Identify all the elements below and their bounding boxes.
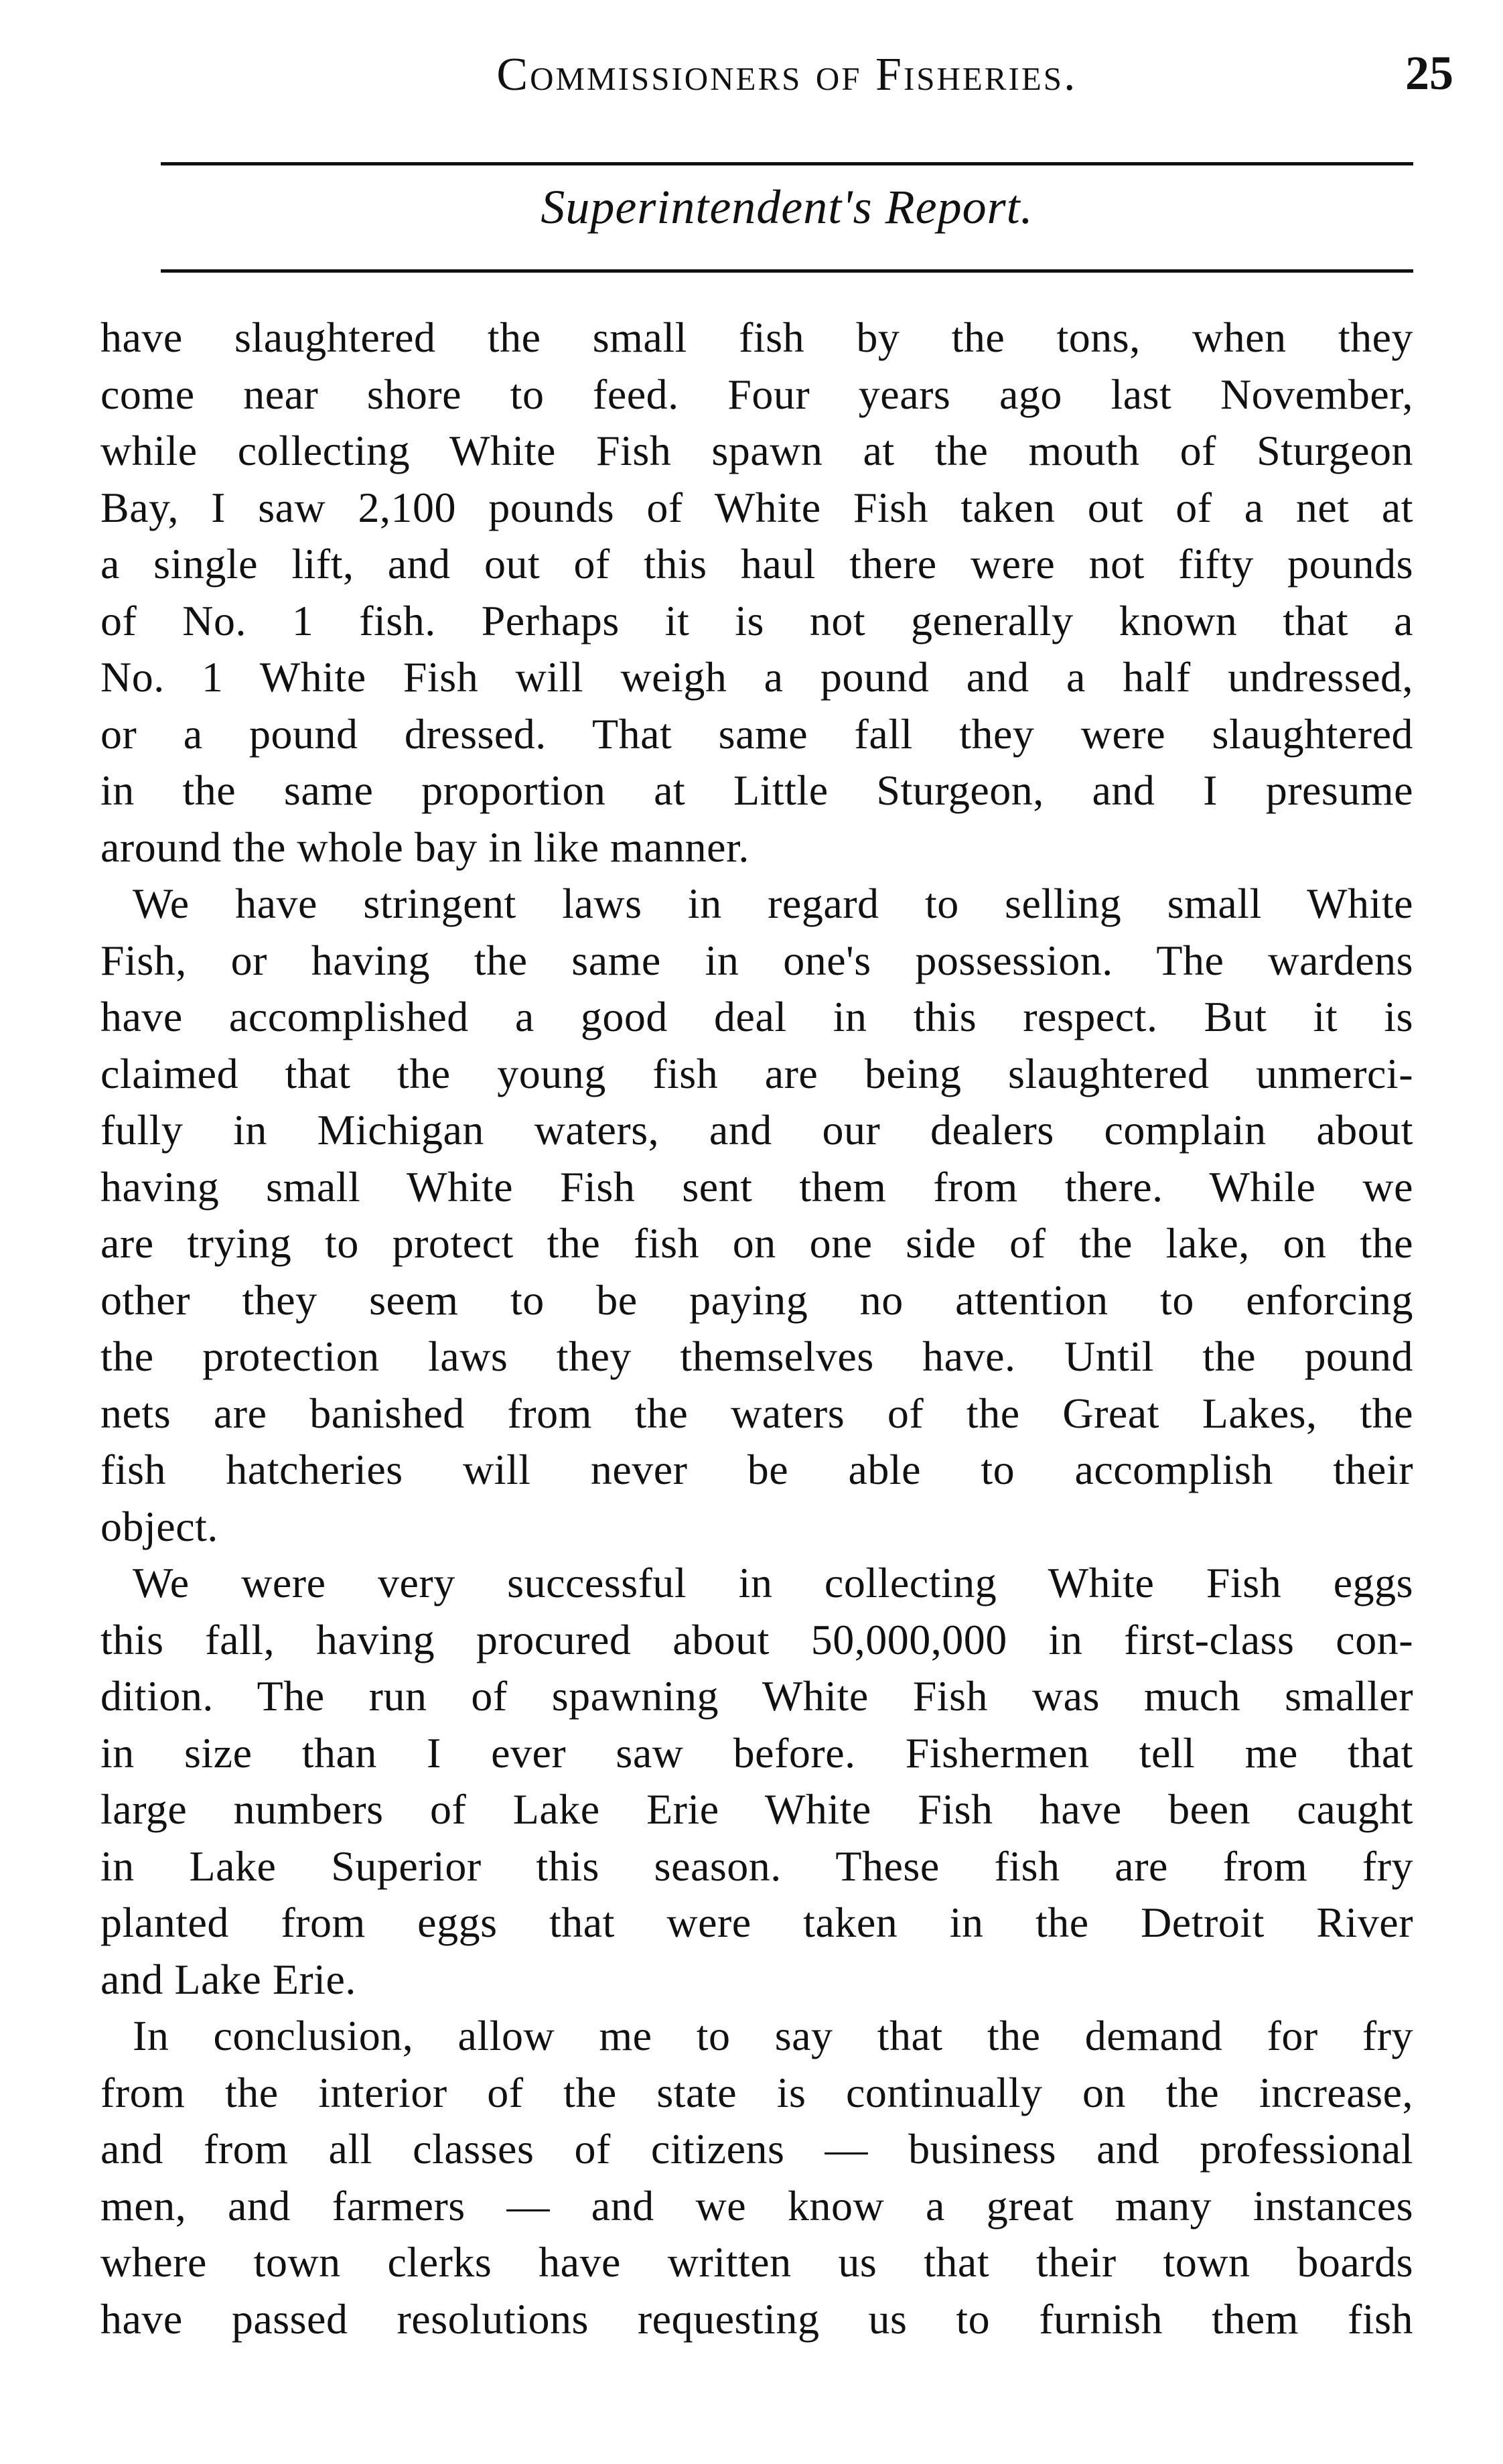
text-line: around the whole bay in like manner. [100,823,749,871]
text-line: are trying to protect the fish on one side of the lake, on the [100,1219,1413,1267]
text-line: while collecting White Fish spawn at the mouth of Sturgeon [100,427,1413,474]
text-line: a single lift, and out of this haul there were not fifty pounds [100,540,1413,588]
text-line: come near shore to feed. Four years ago last November, [100,370,1413,418]
text-line: dition. The run of spawning White Fish was much smaller [100,1672,1413,1720]
text-line: We have stringent laws in regard to selling small White [133,880,1413,927]
text-line: fully in Michigan waters, and our dealers complain about [100,1106,1413,1154]
text-line: of No. 1 fish. Perhaps it is not generally known that a [100,596,1413,644]
header-rule-top [161,162,1413,165]
text-line: men, and farmers — and we know a great many instances [100,2181,1413,2230]
text-line: Bay, I saw 2,100 pounds of White Fish taken out of a net at [100,483,1413,531]
text-line: claimed that the young fish are being slaughtered unmerci- [100,1049,1413,1097]
text-line: having small White Fish sent them from there. While we [100,1162,1413,1211]
text-line: nets are banished from the waters of the Great Lakes, the [100,1389,1413,1437]
body-text [100,310,1413,2347]
running-title: Commissioners of Fisheries. [496,49,1078,100]
text-line: large numbers of Lake Erie White Fish have been caught [100,1785,1413,1833]
paragraph [100,876,1413,1555]
header-rule-bottom [161,269,1413,273]
text-line: this fall, having procured about 50,000,000 in first-class con- [100,1615,1413,1663]
text-line: where town clerks have written us that their town boards [100,2238,1413,2286]
text-line: In conclusion, allow me to say that the demand for fry [133,2012,1413,2059]
text-line: No. 1 White Fish will weigh a pound and a half undressed, [100,653,1413,701]
text-line: object. [100,1502,218,1550]
page-number: 25 [1405,46,1453,100]
text-line: and from all classes of citizens — business and professional [100,2125,1413,2173]
text-line: have slaughtered the small fish by the tons, when they [100,314,1413,361]
text-line: planted from eggs that were taken in the Detroit River [100,1899,1413,1946]
text-line: in size than I ever saw before. Fishermen tell me that [100,1728,1413,1777]
section-title: Superintendent's Report. [541,180,1033,234]
paragraph [100,310,1413,876]
text-line: the protection laws they themselves have. Until the pound [100,1332,1413,1380]
text-line: or a pound dressed. That same fall they were slaughtered [100,709,1413,758]
text-line: in the same proportion at Little Sturgeon, and I presume [100,766,1413,814]
paragraph [100,1555,1413,2008]
text-line: Fish, or having the same in one's possession. The wardens [100,936,1413,984]
text-line: in Lake Superior this season. These fish are from fry [100,1842,1413,1890]
running-head [161,42,1453,122]
text-line: have accomplished a good deal in this respect. But it is [100,993,1413,1040]
paragraph [100,2008,1413,2347]
text-line: from the interior of the state is continually on the increase, [100,2068,1413,2116]
text-line: other they seem to be paying no attention to enforcing [100,1276,1413,1324]
text-line: We were very successful in collecting White Fish eggs [133,1559,1413,1606]
text-line: fish hatcheries will never be able to accomplish their [100,1446,1413,1493]
text-line: have passed resolutions requesting us to furnish them fish [100,2295,1413,2343]
text-line: and Lake Erie. [100,1955,356,2003]
